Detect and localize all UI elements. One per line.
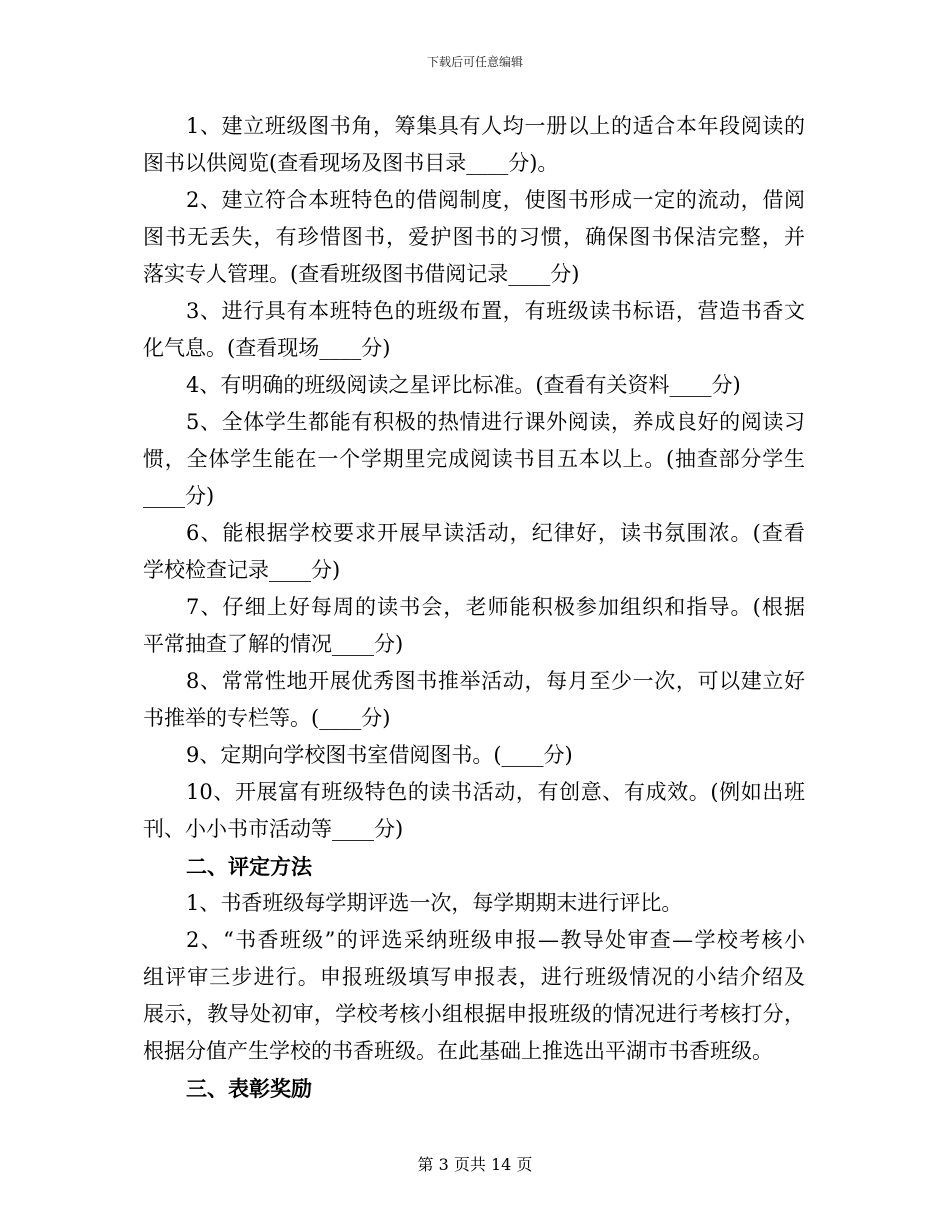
text-line: 展示，教导处初审，学校考核小组根据申报班级的情况进行考核打分， <box>143 1002 805 1026</box>
text-line: 书推举的专栏等。(____分) <box>143 706 391 730</box>
text-line: 1、书香班级每学期评选一次，每学期期末进行评比。 <box>186 891 683 915</box>
text-line: 惯，全体学生能在一个学期里完成阅读书目五本以上。(抽查部分学生 <box>143 447 805 471</box>
criteria-item-4 <box>143 367 805 404</box>
criteria-item-1 <box>143 108 805 182</box>
criteria-item-8 <box>143 663 805 737</box>
criteria-item-6 <box>143 515 805 589</box>
criteria-item-10 <box>143 774 805 848</box>
text-line: 7、仔细上好每周的读书会，老师能积极参加组织和指导。(根据 <box>186 595 805 619</box>
criteria-item-7 <box>143 589 805 663</box>
criteria-item-5 <box>143 404 805 515</box>
page-number-footer: 第 3 页共 14 页 <box>417 1155 533 1174</box>
evaluation-item-1 <box>143 885 805 922</box>
section-heading-evaluation-method: 二、评定方法 <box>186 854 312 879</box>
text-line: 学校检查记录____分) <box>143 558 341 582</box>
text-line: 化气息。(查看现场____分) <box>143 336 391 360</box>
text-line: 根据分值产生学校的书香班级。在此基础上推选出平湖市书香班级。 <box>143 1039 773 1063</box>
evaluation-item-2 <box>143 922 805 1070</box>
text-line: 图书无丢失，有珍惜图书，爱护图书的习惯，确保图书保洁完整，并 <box>143 225 805 249</box>
text-line: 图书以供阅览(查看现场及图书目录____分)。 <box>143 151 559 175</box>
text-line: ____分) <box>143 484 215 508</box>
section-heading-awards: 三、表彰奖励 <box>186 1076 312 1101</box>
text-line: 4、有明确的班级阅读之星评比标准。(查看有关资料____分) <box>186 373 741 397</box>
text-line: 2、建立符合本班特色的借阅制度，使图书形成一定的流动，借阅 <box>186 188 805 212</box>
text-line: 落实专人管理。(查看班级图书借阅记录____分) <box>143 262 580 286</box>
text-line: 组评审三步进行。申报班级填写申报表，进行班级情况的小结介绍及 <box>143 965 805 989</box>
text-line: 3、进行具有本班特色的班级布置，有班级读书标语，营造书香文 <box>186 299 805 323</box>
text-line: 1、建立班级图书角，筹集具有人均一册以上的适合本年段阅读的 <box>186 114 805 138</box>
text-line: 10、开展富有班级特色的读书活动，有创意、有成效。(例如出班 <box>186 780 805 804</box>
criteria-item-2 <box>143 182 805 293</box>
text-line: 平常抽查了解的情况____分) <box>143 632 404 656</box>
text-line: 2、“书香班级”的评选采纳班级申报—教导处审查—学校考核小 <box>186 928 805 952</box>
text-line: 刊、小小书市活动等____分) <box>143 817 404 841</box>
criteria-item-3 <box>143 293 805 367</box>
document-body <box>143 108 805 1107</box>
text-line: 9、定期向学校图书室借阅图书。(____分) <box>186 743 573 767</box>
text-line: 8、常常性地开展优秀图书推举活动，每月至少一次，可以建立好 <box>186 669 805 693</box>
criteria-item-9 <box>143 737 805 774</box>
text-line: 5、全体学生都能有积极的热情进行课外阅读，养成良好的阅读习 <box>186 410 805 434</box>
text-line: 6、能根据学校要求开展早读活动，纪律好，读书氛围浓。(查看 <box>186 521 805 545</box>
page-header-note: 下载后可任意编辑 <box>426 55 523 69</box>
